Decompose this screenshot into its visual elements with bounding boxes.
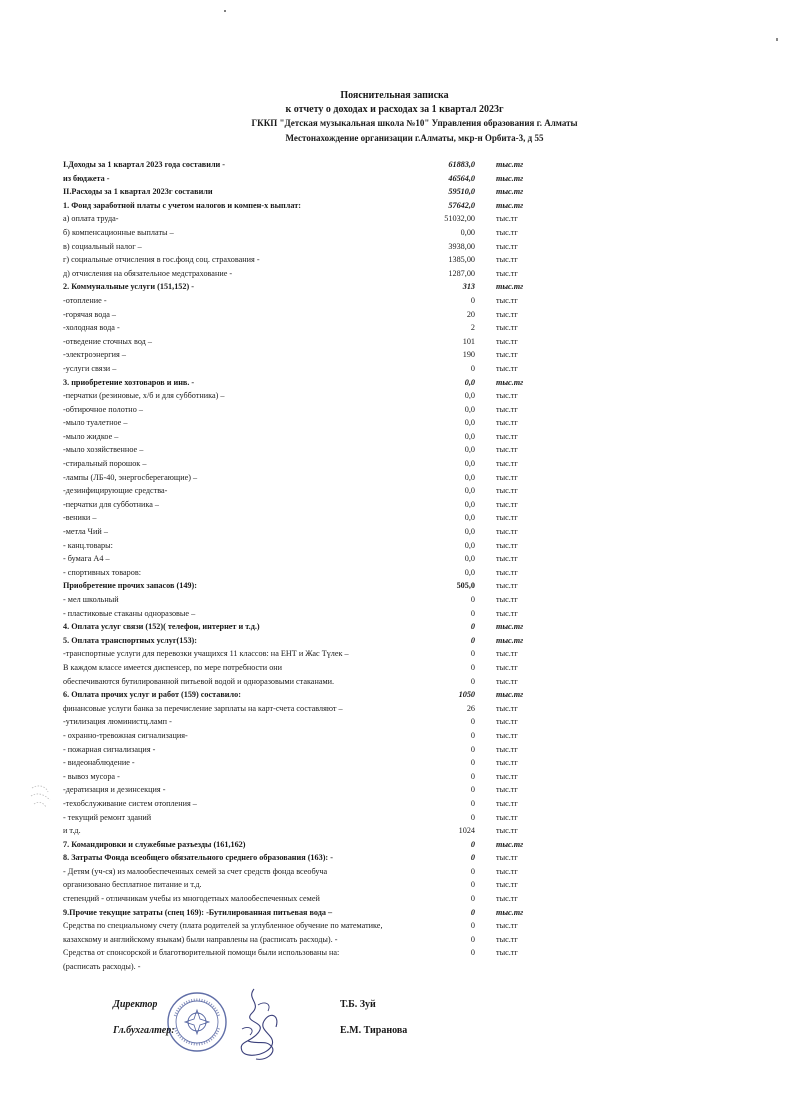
row-unit: тыс.тг (496, 486, 518, 496)
row-unit: тыс.тг (496, 649, 518, 659)
row-unit: тыс.тг (496, 866, 518, 876)
row-unit: тыс.тг (496, 948, 518, 958)
row-value: 0,0 (464, 431, 475, 441)
row-value: 0,0 (464, 554, 475, 564)
row-value: 0 (470, 758, 475, 768)
row-unit: тыс.тг (496, 336, 518, 346)
row-label: - текущий ремонт зданий (63, 812, 152, 822)
row-unit: тыс.тг (496, 391, 518, 401)
row-label: организовано бесплатное питание и т.д. (63, 880, 202, 890)
row-label: обеспечиваются бутилированной питьевой водой и одноразовыми стаканами. (63, 676, 335, 686)
row-label: 3. приобретение хозтоваров и инв. - (63, 377, 195, 387)
row-unit: тыс.тг (496, 214, 518, 224)
row-value: 0,0 (464, 567, 475, 577)
row-value: 26 (466, 703, 475, 713)
row-unit: тыс.тг (496, 894, 518, 904)
organization-location: Местонахождение организации г.Алматы, мкр-н Орбита-3, д 55 (285, 133, 544, 143)
report-row (63, 675, 533, 689)
row-value: 1385,00 (448, 255, 475, 265)
row-unit: тыс.тг (496, 527, 518, 537)
report-row (63, 838, 533, 852)
row-unit: тыс.тг (496, 921, 518, 931)
row-unit: тыс.тг (496, 839, 524, 849)
report-row (63, 607, 533, 621)
row-unit: тыс.тг (496, 513, 518, 523)
row-value: 0,0 (464, 527, 475, 537)
row-value: 0 (470, 894, 475, 904)
row-label: финансовые услуги банка за перечисление зарплаты на карт-счета составляют – (63, 703, 343, 713)
report-row (63, 525, 533, 539)
row-value: 101 (462, 336, 475, 346)
row-label: - спортивных товаров: (63, 567, 142, 577)
row-unit: тыс.тг (496, 499, 518, 509)
row-label: 9.Прочие текущие затраты (спец 169): -Бутилированная питьевая вода – (63, 907, 333, 917)
report-row (63, 865, 533, 879)
signature-icon (228, 985, 288, 1065)
row-value: 0 (470, 635, 475, 645)
report-row (63, 185, 533, 199)
row-label: I.Доходы за 1 квартал 2023 года составили - (63, 160, 226, 169)
row-label: -транспортные услуги для перевозки учащихся 11 классов: на ЕНТ и Жас Түлек – (63, 649, 349, 659)
row-label: 7. Командировки и служебные разъезды (161,162) (63, 839, 246, 849)
report-row (63, 172, 533, 186)
row-value: 0 (470, 295, 475, 305)
row-label: -холодная вода - (63, 323, 120, 333)
row-value: 0,0 (464, 418, 475, 428)
row-label: б) компенсационные выплаты – (63, 227, 174, 237)
row-unit: тыс.тг (496, 826, 518, 836)
report-row (63, 443, 533, 457)
row-value: 190 (462, 350, 475, 360)
row-value: 0,0 (464, 472, 475, 482)
row-unit: тыс.тг (496, 363, 518, 373)
row-value: 0,0 (464, 391, 475, 401)
row-label: - мел школьный (63, 595, 119, 604)
row-unit: тыс.тг (496, 662, 518, 672)
stamp-seal-icon (165, 990, 229, 1054)
row-label: - бумага А4 – (63, 554, 110, 564)
row-unit: тыс.тг (496, 622, 524, 632)
row-unit: тыс.тг (496, 472, 518, 482)
report-row (63, 539, 533, 553)
row-label: -веники – (63, 513, 97, 523)
row-value: 1287,00 (448, 268, 475, 278)
report-row (63, 294, 533, 308)
row-unit: тыс.тг (496, 676, 518, 686)
report-row (63, 498, 533, 512)
row-unit: тыс.тг (496, 418, 518, 428)
report-row (63, 280, 533, 294)
report-row (63, 743, 533, 757)
report-row (63, 240, 533, 254)
report-row (63, 566, 533, 580)
report-row (63, 878, 533, 892)
report-row (63, 267, 533, 281)
scan-dot (224, 10, 226, 12)
report-row (63, 906, 533, 920)
row-label: -дезинфицирующие средства- (63, 486, 168, 496)
row-unit: тыс.тг (496, 255, 518, 265)
report-row (63, 892, 533, 906)
row-label: степендий - отличникам учебы из многодетных малообеспеченных семей (63, 894, 320, 904)
row-value: 313 (462, 282, 475, 292)
row-value: 0 (470, 921, 475, 931)
row-label: -перчатки для субботника – (63, 499, 160, 509)
report-row (63, 593, 533, 607)
row-unit: тыс.тг (496, 853, 518, 863)
row-value: 3938,00 (448, 241, 475, 251)
row-value: 0 (470, 907, 475, 917)
row-unit: тыс.тг (496, 758, 518, 768)
row-value: 51032,00 (444, 214, 475, 224)
report-row (63, 321, 533, 335)
report-row (63, 919, 533, 933)
row-value: 0 (470, 839, 475, 849)
row-label: и т.д. (63, 826, 81, 836)
row-value: 0 (470, 662, 475, 672)
report-row (63, 783, 533, 797)
row-value: 0,00 (460, 227, 475, 237)
row-label: -дератизация и дезинсекция - (63, 785, 166, 795)
row-unit: тыс.тг (496, 581, 518, 591)
row-value: 0 (470, 649, 475, 659)
row-label: г) социальные отчисления в гос.фонд соц. страхования - (63, 255, 260, 265)
row-unit: тыс.тг (496, 309, 518, 319)
row-label: Средства от спонсорской и благотворительной помощи были использованы на: (63, 948, 340, 958)
report-row (63, 579, 533, 593)
row-label: 8. Затраты Фонда всеобщего обязательного среднего образования (163): - (63, 853, 333, 863)
row-unit: тыс.тг (496, 880, 518, 890)
report-row (63, 212, 533, 226)
row-label: Приобретение прочих запасов (149): (63, 581, 197, 591)
report-row (63, 335, 533, 349)
report-row (63, 253, 533, 267)
report-row (63, 457, 533, 471)
report-row (63, 403, 533, 417)
row-value: 0,0 (464, 445, 475, 455)
row-label: -утилизация люминистц.ламп - (63, 717, 172, 727)
row-value: 0 (470, 608, 475, 618)
row-label: (расписать расходы). - (63, 962, 141, 972)
row-value: 0 (470, 771, 475, 781)
row-value: 0,0 (464, 513, 475, 523)
row-label: в) социальный налог – (63, 241, 142, 251)
report-row (63, 226, 533, 240)
report-row (63, 729, 533, 743)
row-value: 0 (470, 785, 475, 795)
row-value: 46564,0 (448, 173, 475, 183)
report-row (63, 824, 533, 838)
row-unit: тыс.тг (496, 690, 524, 700)
row-label: - пластиковые стаканы одноразовые – (63, 608, 196, 618)
row-unit: тыс.тг (496, 227, 518, 237)
report-row (63, 308, 533, 322)
row-label: -техобслуживание систем отопления – (63, 798, 197, 808)
row-value: 0 (470, 717, 475, 727)
row-value: 0 (470, 948, 475, 958)
accountant-name: Е.М. Тиранова (340, 1025, 408, 1036)
row-label: -услуги связи – (63, 363, 117, 373)
row-unit: тыс.тг (496, 554, 518, 564)
row-unit: тыс.тг (496, 173, 524, 183)
row-unit: тыс.тг (496, 268, 518, 278)
row-unit: тыс.тг (496, 323, 518, 333)
report-row (63, 348, 533, 362)
row-unit: тыс.тг (496, 200, 524, 210)
row-unit: тыс.тг (496, 907, 524, 917)
row-label: - пожарная сигнализация - (63, 744, 156, 754)
report-row (63, 199, 533, 213)
director-name: Т.Б. Зуй (340, 999, 376, 1010)
row-value: 57642,0 (448, 200, 475, 210)
scan-mark (776, 38, 778, 41)
row-unit: тыс.тг (496, 812, 518, 822)
row-label: В каждом классе имеется диспенсер, по мере потребности они (63, 662, 283, 672)
row-label: Средства по специальному счету (плата родителей за углубленное обучение по математике, (63, 921, 383, 931)
row-label: из бюджета - (63, 173, 110, 183)
row-unit: тыс.тг (496, 703, 518, 713)
report-row (63, 511, 533, 525)
row-value: 20 (466, 309, 475, 319)
row-label: казахскому и английскому языкам) были направлены на (расписать расходы). - (63, 934, 338, 944)
row-label: - Детям (уч-ся) из малообеспеченных семей за счет средств фонда всеобуча (63, 866, 328, 876)
report-lines (63, 158, 533, 974)
row-unit: тыс.тг (496, 404, 518, 414)
row-unit: тыс.тг (496, 744, 518, 754)
row-label: 1. Фонд заработной платы с учетом налогов и компен-х выплат: (63, 200, 301, 210)
report-row (63, 647, 533, 661)
row-label: -электроэнергия – (63, 350, 126, 360)
row-unit: тыс.тг (496, 540, 518, 550)
row-unit: тыс.тг (496, 295, 518, 305)
row-value: 0 (470, 934, 475, 944)
row-label: - канц.товары: (63, 540, 113, 550)
organization-name: ГККП "Детская музыкальная школа №10" Управления образования г. Алматы (251, 118, 578, 128)
row-value: 0,0 (464, 459, 475, 469)
row-label: а) оплата труда- (63, 214, 119, 224)
report-row (63, 484, 533, 498)
scan-smudge (28, 782, 54, 810)
row-label: д) отчисления на обязательное медстрахование - (63, 268, 233, 278)
report-row (63, 688, 533, 702)
row-label: -отопление - (63, 295, 107, 305)
report-row (63, 376, 533, 390)
report-row (63, 661, 533, 675)
row-label: -горячая вода – (63, 309, 117, 319)
report-row (63, 362, 533, 376)
row-label: -мыло жидкое – (63, 431, 119, 441)
row-unit: тыс.тг (496, 282, 524, 292)
row-unit: тыс.тг (496, 459, 518, 469)
row-label: -метла Чий – (63, 527, 108, 537)
report-row (63, 811, 533, 825)
row-value: 0 (470, 744, 475, 754)
row-unit: тыс.тг (496, 187, 524, 197)
row-label: - охранно-тревожная сигнализация- (63, 730, 188, 740)
row-unit: тыс.тг (496, 635, 524, 645)
row-unit: тыс.тг (496, 717, 518, 727)
row-label: 5. Оплата транспортных услуг(153): (63, 635, 198, 645)
row-unit: тыс.тг (496, 431, 518, 441)
row-label: II.Расходы за 1 квартал 2023г составили (63, 187, 213, 197)
report-row (63, 389, 533, 403)
row-unit: тыс.тг (496, 608, 518, 618)
row-value: 2 (470, 323, 475, 333)
row-unit: тыс.тг (496, 160, 524, 169)
report-row (63, 702, 533, 716)
row-value: 0 (470, 622, 475, 632)
report-row (63, 946, 533, 960)
row-label: -стиральный порошок – (63, 459, 147, 469)
accountant-title: Гл.бухгалтер: (113, 1025, 175, 1036)
row-label: -перчатки (резиновые, х/б и для субботника) – (63, 391, 225, 401)
row-unit: тыс.тг (496, 798, 518, 808)
report-row (63, 158, 533, 172)
row-value: 0,0 (464, 377, 475, 387)
report-row (63, 851, 533, 865)
report-row (63, 756, 533, 770)
report-row (63, 634, 533, 648)
row-value: 1024 (458, 826, 475, 836)
row-value: 0 (470, 866, 475, 876)
report-row (63, 770, 533, 784)
row-unit: тыс.тг (496, 241, 518, 251)
row-value: 1050 (458, 690, 475, 700)
row-value: 0,0 (464, 540, 475, 550)
row-label: -обтирочное полотно – (63, 404, 143, 414)
row-unit: тыс.тг (496, 730, 518, 740)
row-label: -лампы (ЛБ-40, энергосберегающие) – (63, 472, 198, 482)
row-value: 0 (470, 798, 475, 808)
director-title: Директор (113, 999, 158, 1010)
row-value: 0 (470, 595, 475, 604)
row-unit: тыс.тг (496, 785, 518, 795)
report-row (63, 620, 533, 634)
row-label: - видеонаблюдение - (63, 758, 135, 768)
row-value: 0,0 (464, 499, 475, 509)
row-value: 0,0 (464, 486, 475, 496)
row-value: 0 (470, 676, 475, 686)
row-value: 0 (470, 880, 475, 890)
row-unit: тыс.тг (496, 350, 518, 360)
row-value: 61883,0 (448, 160, 475, 169)
row-unit: тыс.тг (496, 567, 518, 577)
row-unit: тыс.тг (496, 445, 518, 455)
report-row (63, 430, 533, 444)
row-value: 59510,0 (448, 187, 475, 197)
row-unit: тыс.тг (496, 771, 518, 781)
row-unit: тыс.тг (496, 934, 518, 944)
row-label: 2. Коммунальные услуги (151,152) - (63, 282, 194, 292)
report-row (63, 416, 533, 430)
row-label: -отведение сточных вод – (63, 336, 152, 346)
document-title: Пояснительная записка (340, 90, 449, 101)
report-row (63, 797, 533, 811)
document-subtitle: к отчету о доходах и расходах за 1 квартал 2023г (285, 104, 504, 115)
row-label: - вывоз мусора - (63, 771, 120, 781)
row-label: 4. Оплата услуг связи (152)( телефон, интернет и т.д.) (63, 622, 260, 632)
row-value: 0 (470, 853, 475, 863)
report-row (63, 715, 533, 729)
report-row (63, 552, 533, 566)
row-value: 0 (470, 812, 475, 822)
row-unit: тыс.тг (496, 595, 518, 604)
row-label: 6. Оплата прочих услуг и работ (159) составило: (63, 690, 241, 700)
report-row (63, 933, 533, 947)
row-label: -мыло хозяйственное – (63, 445, 144, 455)
report-row (63, 960, 533, 974)
row-label: -мыло туалетное – (63, 418, 128, 428)
row-value: 505,0 (456, 581, 475, 591)
row-value: 0 (470, 730, 475, 740)
row-value: 0 (470, 363, 475, 373)
row-value: 0,0 (464, 404, 475, 414)
row-unit: тыс.тг (496, 377, 524, 387)
report-row (63, 471, 533, 485)
